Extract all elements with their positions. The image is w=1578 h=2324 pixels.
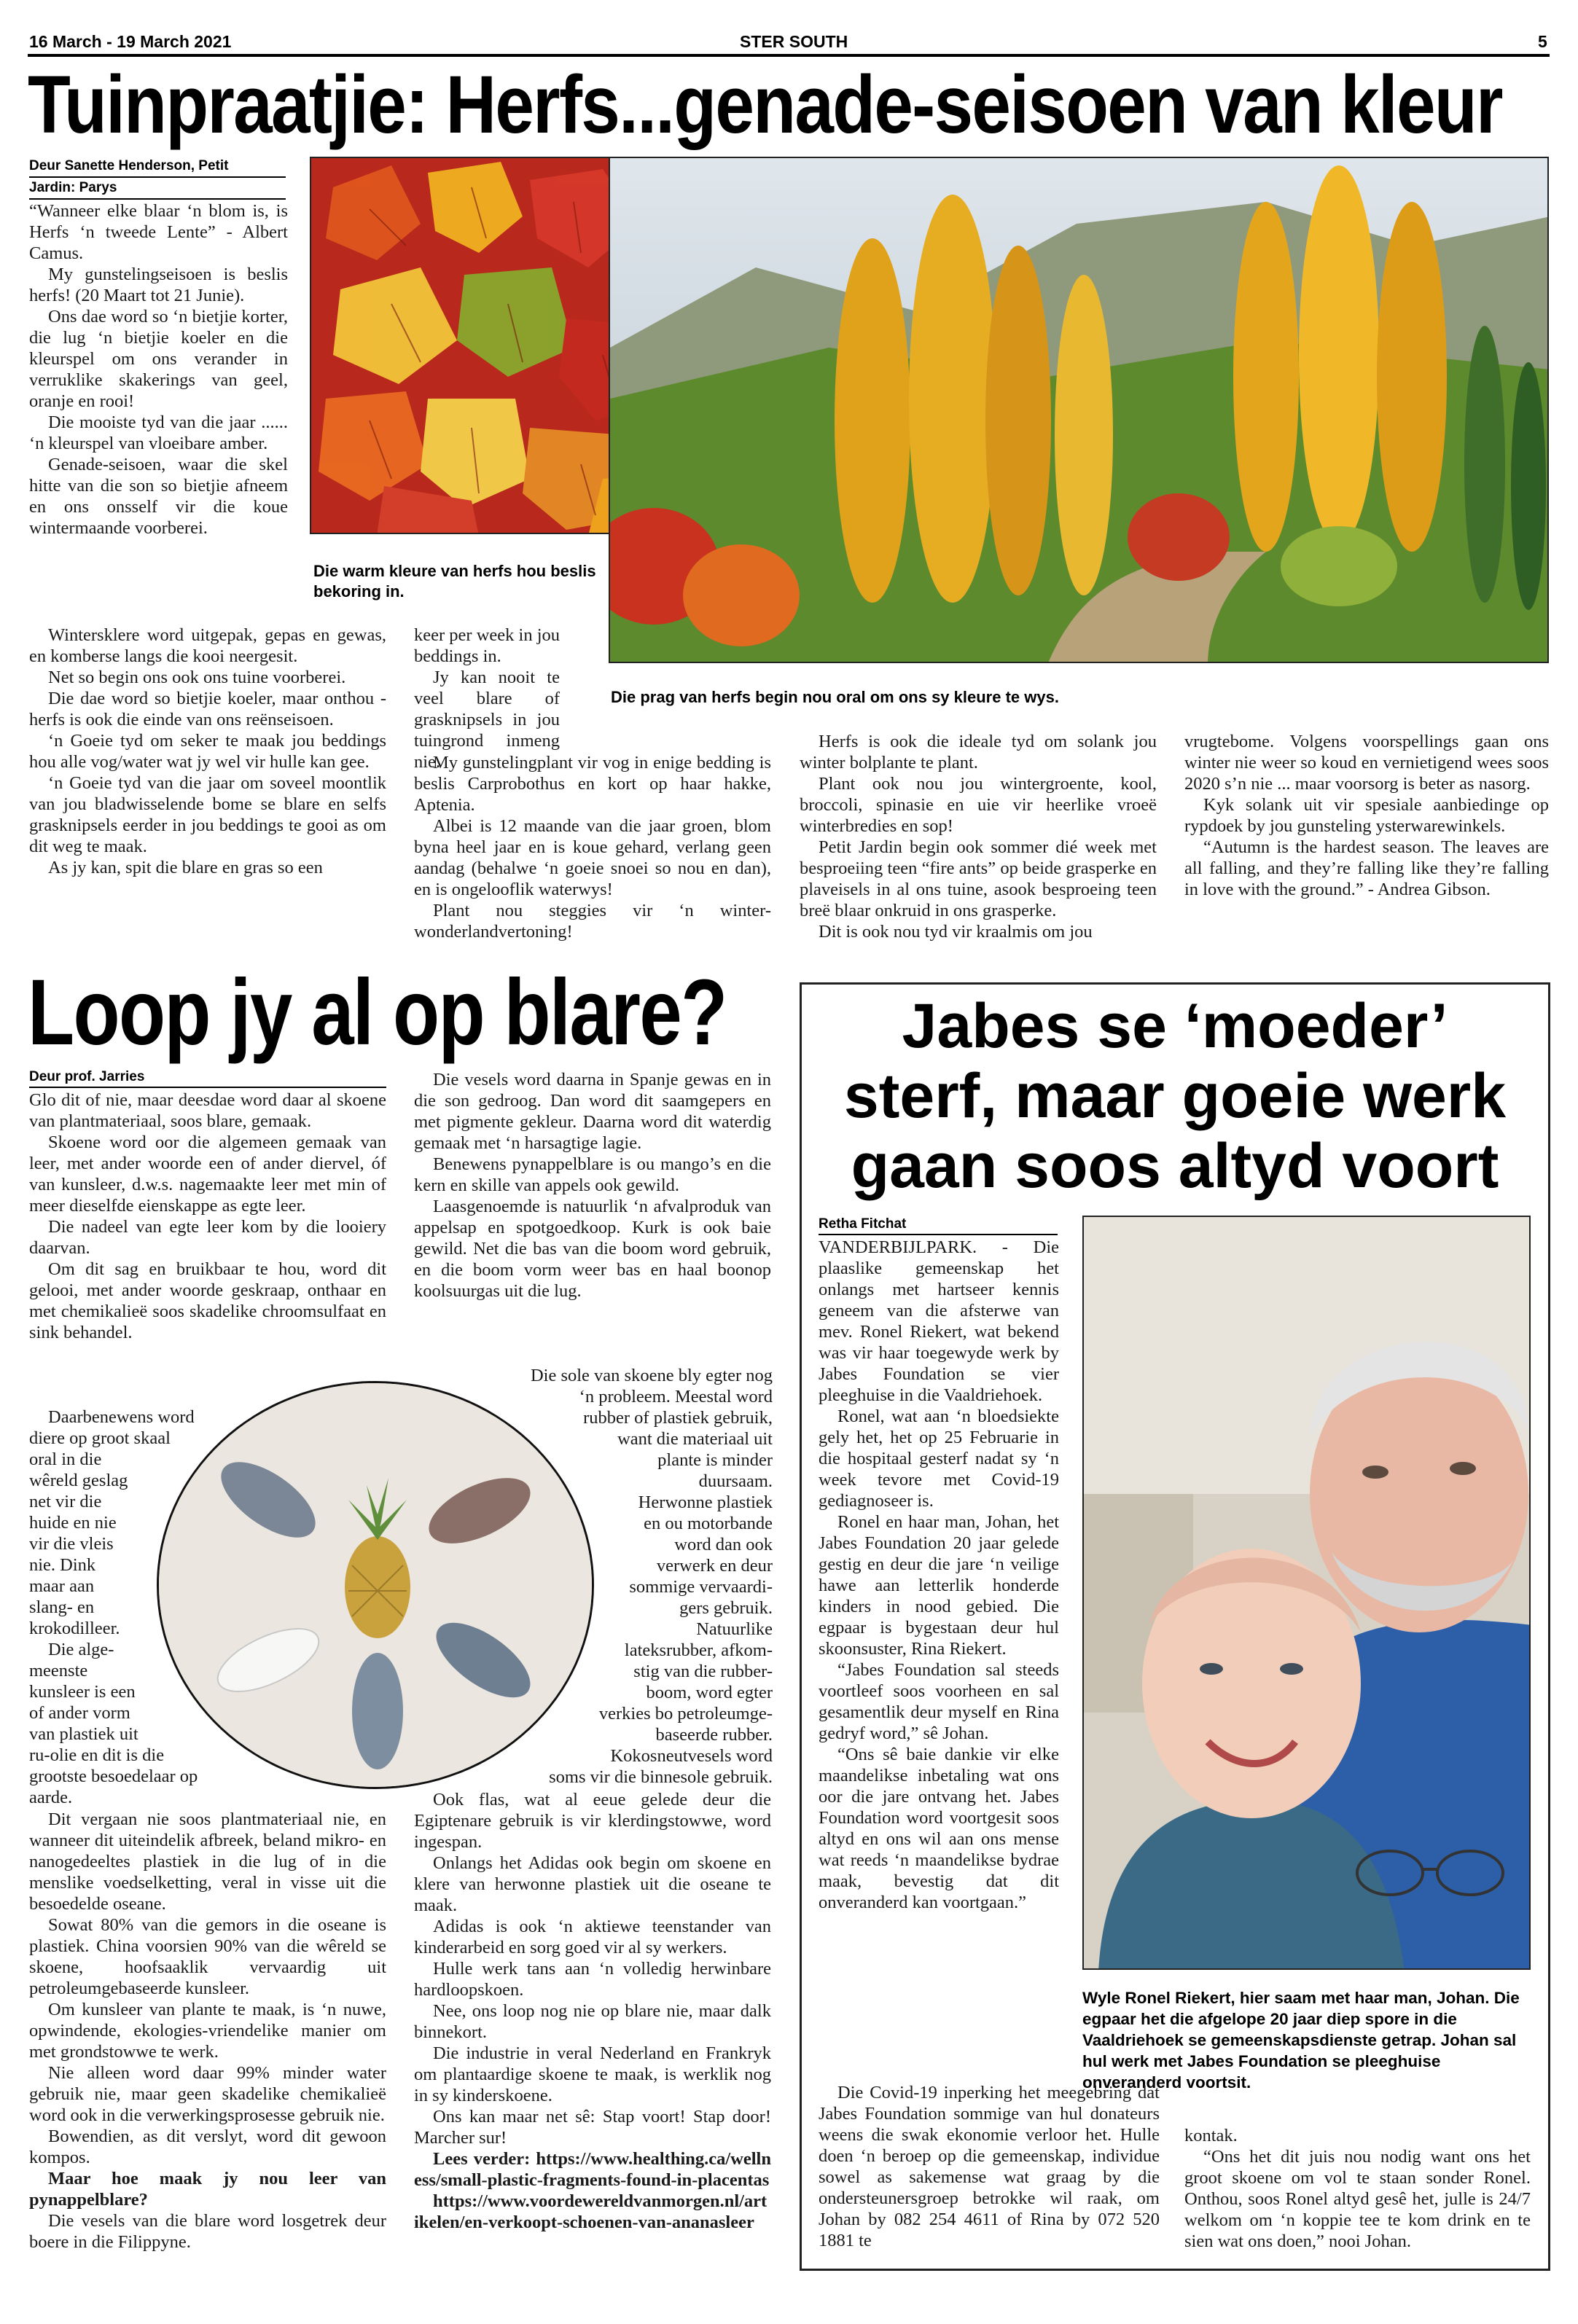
paragraph: Net so begin ons ook ons tuine voorberei. <box>48 668 346 687</box>
autumn-poplars-photo <box>609 157 1549 663</box>
paragraph: ‘n Goeie tyd om seker te maak jou beddings hou alle vog/water wat jy wel vir hulle kan gee. <box>29 731 386 772</box>
article-1-column-3 <box>800 731 1157 942</box>
paragraph: Ons dae word so ‘n bietjie korter, die lug ‘n bietjie koeler en die kleurspel om ons verander in verruklike skakerings van geel, oranje en rooi! <box>29 307 288 411</box>
paragraph: Hulle werk tans aan ‘n volledig herwinbare hardloopskoen. <box>414 1959 771 2000</box>
article-2-column-1 <box>29 1089 386 1343</box>
paragraph: Nee, ons loop nog nie op blare nie, maar dalk binnekort. <box>414 2001 771 2042</box>
paragraph: “Autumn is the hardest season. The leaves are all falling, and they’re falling like they’re falling in love with the ground.” - Andrea Gibson. <box>1184 837 1549 899</box>
couple-photo-caption: Wyle Ronel Riekert, hier saam met haar man, Johan. Die egpaar het die afgelope 20 jaar diep spore in die Vaaldriehoek se gemeenskapsdienste getrap. Johan sal hul werk met Jabes Foundation se pleeghuise onveranderd voortsit. <box>1082 1989 1520 2092</box>
article-3-column-1-lower <box>819 2082 1160 2251</box>
subheading: Maar hoe maak jy nou leer van pynappelblare? <box>29 2169 386 2210</box>
paragraph: Bowendien, as dit verslyt, word dit gewoon kompos. <box>29 2127 386 2167</box>
paragraph: Laasgenoemde is natuurlik ‘n afvalproduk van appelsap en spotgoedkoop. Kurk is ook baie gewild. Net die bas van die boom word gebruik, en die boom vorm weer bas en haal boonop koolsuurgas uit die lug. <box>414 1197 771 1301</box>
paragraph: Die dae word so bietjie koeler, maar onthou - herfs is ook die einde van ons reënseisoen. <box>29 689 386 729</box>
paragraph: Plant ook nou jou wintergroente, kool, broccoli, spinasie en uie vir heerlike vroeë winterbredies en sop! <box>800 774 1157 836</box>
article-3-headline: Jabes se ‘moeder’ sterf, maar goeie werk gaan soos altyd voort <box>843 991 1507 1201</box>
paragraph: “Ons sê baie dankie vir elke maandelikse inbetaling wat ons oor die jare ontvang het. Jabes Foundation word voortgesit soos altyd en ons wil aan ons mense wat reeds ‘n maandelikse bydrae maak, bevestig dat dit onveranderd kan voortgaan.” <box>819 1745 1059 1912</box>
paragraph: VANDERBIJLPARK. - Die plaaslike gemeenskap het onlangs met hartseer kennis geneem van die afsterwe van mev. Ronel Riekert, wat bekend was vir haar toegewyde werk by Jabes Foundation se vier pleeghuise in die Vaaldriehoek. <box>819 1237 1059 1405</box>
paragraph: Die mooiste tyd van die jaar ...... ‘n kleurspel van vloeibare amber. <box>29 412 288 453</box>
article-1-headline: Tuinpraatjie: Herfs...genade-seisoen van kleur <box>28 59 1502 150</box>
header-rule <box>28 54 1550 57</box>
poplars-photo-caption: Die prag van herfs begin nou oral om ons sy kleure te wys. <box>611 688 1059 706</box>
poplars-illustration <box>610 158 1549 663</box>
article-2-column-1-wrap: Daarbenewens word diere op groot skaal oral in die wêreld geslag net vir die huide en nie vir die vleis nie. Dink maar aan slang- en krokodilleer. Die alge- meenste kunsleer is een of ander vorm van plastiek uit ru-olie en dit is die grootste besoedelaar op aarde. <box>29 1407 198 1807</box>
read-more-link-1: Lees verder: https://www.healthing.ca/wellness/small-plastic-fragments-found-in-placentas <box>414 2149 771 2190</box>
article-1-column-1 <box>29 200 288 539</box>
article-3-column-1 <box>819 1237 1059 1913</box>
paragraph: Ronel en haar man, Johan, het Jabes Foundation 20 jaar gelede gestig en deur die jare ‘n veilige hawe aan letterlik honderde kinders in nood gebied. Die egpaar is bygestaan deur hul skoonsuster, Rina Riekert. <box>819 1512 1059 1659</box>
paragraph: Die vesels van die blare word losgetrek deur boere in die Filippyne. <box>29 2211 386 2252</box>
paragraph: Onlangs het Adidas ook begin om skoene en klere van herwonne plastiek uit die oseane te maak. <box>414 1853 771 1915</box>
paragraph: My gunstelingseisoen is beslis herfs! (20 Maart tot 21 Junie). <box>29 265 288 305</box>
paragraph: “Wanneer elke blaar ‘n blom is, is Herfs ‘n tweede Lente” - Albert Camus. <box>29 201 288 263</box>
paragraph: Genade-seisoen, waar die skel hitte van die son so bietjie afneem en ons onsself vir die koue wintermaande voorberei. <box>29 455 288 538</box>
article-1-byline-2: Jardin: Parys <box>29 179 286 200</box>
paragraph: Sowat 80% van die gemors in die oseane is plastiek. China voorsien 90% van die wêreld se skoene, hoofsaaklik vervaardig uit petroleumgebaseerde kunsleer. <box>29 1915 386 1998</box>
article-1-column-2-top <box>414 625 560 772</box>
paragraph: Skoene word oor die algemeen gemaak van leer, met ander woorde een of ander diervel, óf van kunsleer, d.w.s. nagemaakte leer met min of meer dieselfde eienskappe as egte leer. <box>29 1132 386 1216</box>
couple-illustration <box>1084 1217 1531 1970</box>
paragraph: Kyk solank uit vir spesiale aanbiedinge op rypdoek by jou gunsteling ysterwarewinkels. <box>1184 795 1549 836</box>
paragraph: Ons kan maar net sê: Stap voort! Stap door! Marcher sur! <box>414 2107 771 2148</box>
paragraph: Die nadeel van egte leer kom by die looiery daarvan. <box>29 1217 386 1258</box>
page-number: 5 <box>1538 32 1547 51</box>
article-1-column-4 <box>1184 731 1549 900</box>
paragraph: Die industrie in veral Nederland en Frankryk om plantaardige skoene te maak, is werklik nog in sy kinderskoene. <box>414 2043 771 2105</box>
leaves-photo-caption: Die warm kleure van herfs hou beslis bekoring in. <box>313 562 596 600</box>
paragraph: Dit vergaan nie soos plantmateriaal nie, en wanneer dit uiteindelik afbreek, beland mikro- en nanogedeeltes plastiek in die lug of in die menslike voedselketting, veral in visse uit die besoedelde oseane. <box>29 1809 386 1914</box>
paragraph: Ook flas, wat al eeue gelede deur die Egiptenare gebruik is vir klerdingstowwe, word ingespan. <box>414 1790 771 1852</box>
article-2-column-2-lower <box>414 1789 771 2233</box>
paragraph: Wintersklere word uitgepak, gepas en gewas, en komberse langs die kooi neergesit. <box>29 625 386 666</box>
paragraph: vrugtebome. Volgens voorspellings gaan ons winter nie weer so koud en vernietigend wees soos 2020 s’n nie ... maar voorsorg is beter as nasorg. <box>1184 732 1549 794</box>
ronel-and-johan-photo <box>1082 1216 1531 1970</box>
paragraph: Petit Jardin begin ook sommer dié week met besproeiing teen “fire ants” op beide grasperke en plaveisels in al ons tuine, asook besproeing teen breë blaar onkruid in ons grasperke. <box>800 837 1157 920</box>
paragraph: keer per week in jou beddings in. <box>414 625 560 666</box>
paragraph: Jy kan nooit te veel blare of grasknipsels in jou tuingrond inmeng nie. <box>414 668 560 772</box>
article-2-headline: Loop jy al op blare? <box>28 960 727 1065</box>
article-3-byline: Retha Fitchat <box>819 1215 1058 1235</box>
paragraph: My gunstelingplant vir vog in enige bedding is beslis Carprobothus en kort op haar hakke, Aptenia. <box>414 753 771 815</box>
paragraph: Om kunsleer van plante te maak, is ‘n nuwe, opwindende, ekologies-vriendelike manier om met grondstowwe te werk. <box>29 2000 386 2062</box>
paragraph: Benewens pynappelblare is ou mango’s en die kern en skille van appels ook gewild. <box>414 1154 771 1195</box>
paragraph: Glo dit of nie, maar deesdae word daar al skoene van plantmateriaal, soos blare, gemaak. <box>29 1090 386 1131</box>
issue-date: 16 March - 19 March 2021 <box>29 32 232 51</box>
paragraph: “Jabes Foundation sal steeds voortleef soos voorheen en sal gesamentlik deur myself en Rina gedryf word,” sê Johan. <box>819 1660 1059 1743</box>
paragraph: Herfs is ook die ideale tyd om solank jou winter bolplante te plant. <box>800 732 1157 772</box>
paragraph: Om dit sag en bruikbaar te hou, word dit gelooi, met ander woorde geskraap, onthaar en met chemikalieë soos skadelike chroomsulfaat en sink behandel. <box>29 1259 386 1342</box>
paragraph: Die vesels word daarna in Spanje gewas en in die son gedroog. Dan word dit saamgepers en met pigmente gekleur. Daarna word dit waterdig gemaak met ‘n harsagtige lagie. <box>414 1070 771 1153</box>
article-1-column-2 <box>414 752 771 942</box>
paragraph: Plant nou steggies vir ‘n winter-wonderlandvertoning! <box>414 901 771 942</box>
article-2-column-2-wrap: Die sole van skoene bly egter nog ‘n probleem. Meestal word rubber of plastiek gebruik, want die materiaal uit plante is minder duursaam. Herwonne plastiek en ou motorbande word dan ook verwerk en deur sommige vervaardi- gers gebruik. Natuurlike lateksrubber, afkom- stig van die rubber- boom, word egter verkies bo petroleumge- baseerde rubber. Kokosneutvesels word soms vir die binnesole gebruik. <box>530 1366 773 1787</box>
article-1-column-1-lower <box>29 625 386 878</box>
paragraph: kontak. <box>1184 2126 1238 2145</box>
paragraph: Albei is 12 maande van die jaar groen, blom byna heel jaar en is koue gehard, verlang geen aandag (behalwe ‘n goeie snoei so nou en dan), en is ongelooflik waterwys! <box>414 816 771 899</box>
article-1-byline: Deur Sanette Henderson, Petit <box>29 157 286 178</box>
paragraph: ‘n Goeie tyd van die jaar om soveel moontlik van jou bladwisselende bome se blare en selfs grasknipsels eerder in jou beddings te gooi as om dit weg te maak. <box>29 773 386 856</box>
paragraph: As jy kan, spit die blare en gras so een <box>48 858 323 877</box>
paper-name: STER SOUTH <box>740 32 848 51</box>
article-2-byline: Deur prof. Jarries <box>29 1068 386 1088</box>
article-2-column-2 <box>414 1069 771 1302</box>
paragraph: Die Covid-19 inperking het meegebring dat Jabes Foundation sommige van hul donateurs weens die swak ekonomie verloor het. Hulle doen ‘n beroep op die gemeenskap, individue sowel as sakemense wat graag by die ondersteunersgroep betrokke wil raak, om Johan by 082 254 4611 of Rina by 072 520 1881 te <box>819 2083 1160 2250</box>
article-2-column-1-lower <box>29 1809 386 2253</box>
article-3-column-2 <box>1184 2125 1531 2252</box>
paragraph: Adidas is ook ‘n aktiewe teenstander van kinderarbeid en sorg goed vir al sy werkers. <box>414 1917 771 1957</box>
read-more-link-2: https://www.voordewereldvanmorgen.nl/artikelen/en-verkoopt-schoenen-van-ananasleer <box>414 2191 767 2232</box>
paragraph: Nie alleen word daar 99% minder water gebruik nie, maar geen skadelike chemikalieë word ook in die verwerkingsprosesse gebruik nie. <box>29 2063 386 2125</box>
paragraph: “Ons het dit juis nou nodig want ons het groot skoene om vol te staan sonder Ronel. Onthou, soos Ronel altyd gesê het, julle is 24/7 welkom om ‘n koppie tee te kom drink en te sien wat ons doen,” nooi Johan. <box>1184 2147 1531 2251</box>
paragraph: Ronel, wat aan ‘n bloedsiekte gely het, het op 25 Februarie in die hospitaal gesterf nadat sy ‘n week tevore met Covid-19 gediagnoseer is. <box>819 1406 1059 1511</box>
paragraph: Dit is ook nou tyd vir kraalmis om jou <box>819 922 1093 942</box>
